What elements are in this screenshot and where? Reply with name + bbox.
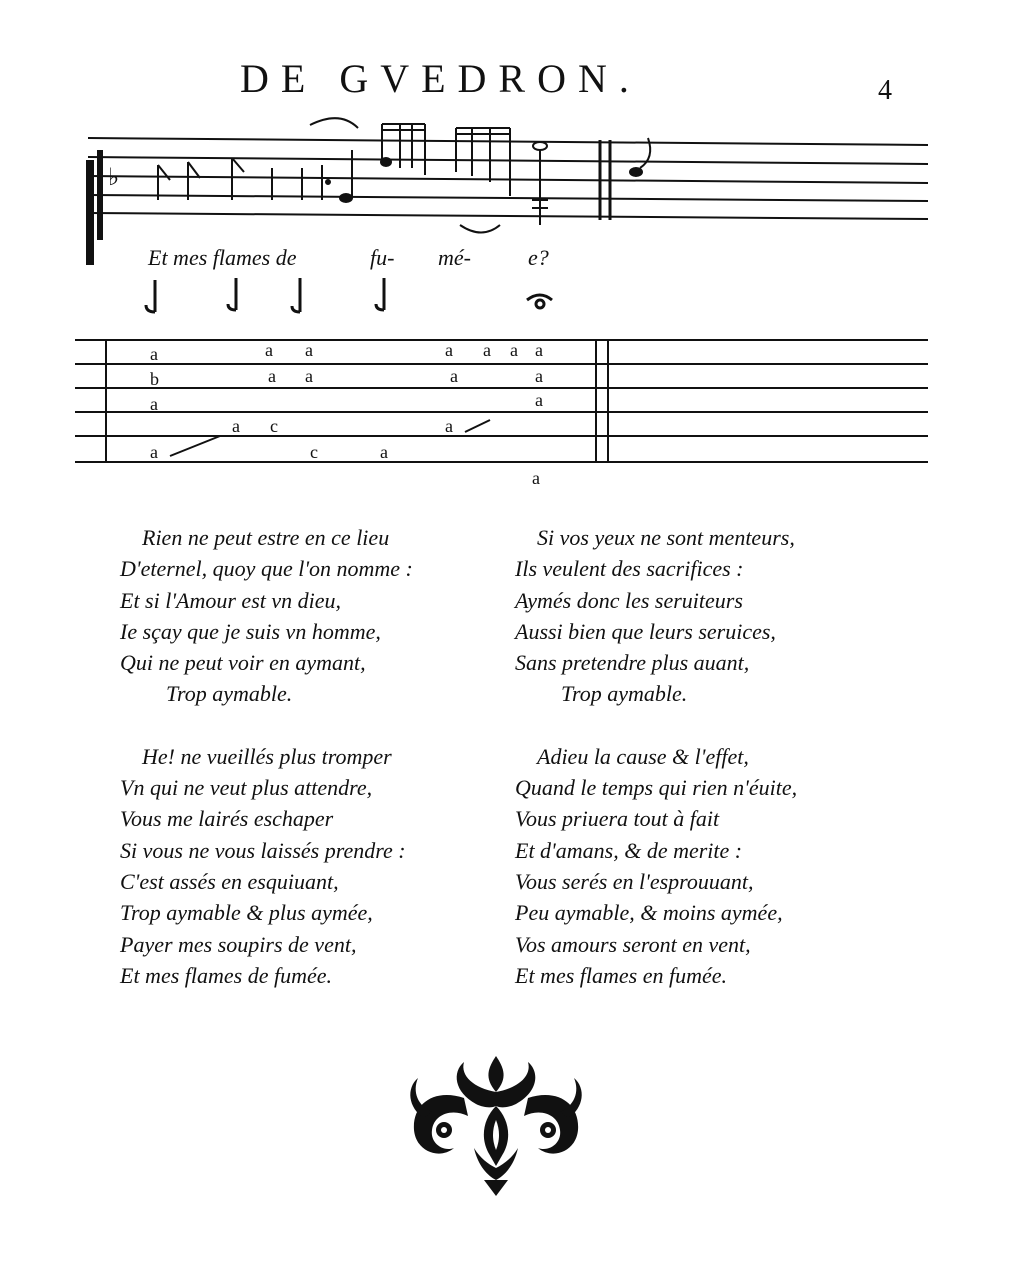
lyric-syllable: e? [528,245,549,270]
vocal-staff [88,138,928,219]
verse-line: Trop aymable. [166,681,293,707]
running-head: DE GVEDRON. [240,56,641,101]
tab-letter: a [380,442,388,462]
lyric-syllable: fu- [370,245,395,270]
verse-line: Vous serés en l'esprouuant, [515,868,754,894]
verse-line: Trop aymable. [561,681,688,707]
printer-fleuron-icon [404,1048,588,1198]
vocal-lyrics [147,245,549,270]
tab-letter: a [150,394,158,414]
tab-letter: a [450,366,458,386]
verse-line: Vous priuera tout à fait [515,806,720,832]
stanza [120,741,500,991]
verse-line: Payer mes soupirs de vent, [120,931,357,957]
verse-line: Et mes flames en fumée. [515,962,727,988]
clef-mark [86,150,103,265]
verse-line: Aussi bien que leurs seruices, [515,618,776,644]
tab-letter: a [265,340,273,360]
tablature-slurs [170,420,490,456]
tab-letter: a [445,416,453,436]
svg-text:♭: ♭ [108,163,120,191]
verse-line: Et d'amans, & de merite : [515,837,743,863]
verse-line: Quand le temps qui rien n'éuite, [515,775,798,801]
tab-letter: a [150,344,158,364]
tab-letter: a [535,340,543,360]
tab-letter: a [535,366,543,386]
verse-line: Vn qui ne veut plus attendre, [120,775,373,801]
stanza [120,522,500,710]
verse-line: Trop aymable & plus aymée, [120,900,373,926]
verse-line: Qui ne peut voir en aymant, [120,650,366,676]
verse-line: He! ne vueillés plus tromper [142,743,392,769]
verse-line: Si vous ne vous laissés prendre : [120,837,406,863]
stanza [515,741,895,991]
verse-line: Vos amours seront en vent, [515,931,751,957]
tab-letter: c [270,416,278,436]
verse-line: Adieu la cause & l'effet, [537,743,749,769]
tab-letter: c [310,442,318,462]
verse-line: D'eternel, quoy que l'on nomme : [120,556,413,582]
verse-line: Si vos yeux ne sont menteurs, [537,525,795,550]
verse-line: C'est assés en esquiuant, [120,868,339,894]
tab-letter: a [445,340,453,360]
verse-line: Ie sçay que je suis vn homme, [120,618,381,644]
verse-line: Et si l'Amour est vn dieu, [120,587,342,613]
verse-line: Ils veulent des sacrifices : [515,556,744,582]
page-number: 4 [878,75,892,106]
tab-letter: a [535,390,543,410]
tab-letter: a [232,416,240,436]
verse-line: Sans pretendre plus auant, [515,650,750,676]
tab-letter: a [150,442,158,462]
verse-line: Peu aymable, & moins aymée, [515,900,783,926]
verse-line: Rien ne peut estre en ce lieu [142,525,390,550]
tab-letter: a [532,468,540,488]
poem-column-right [515,522,895,991]
poem-column-left [120,522,500,991]
tab-letter: a [305,340,313,360]
tab-letter: a [483,340,491,360]
tab-letter: b [150,369,159,389]
rhythm-flags [146,278,552,312]
verse-line: Vous me lairés eschaper [120,806,334,832]
verse-line: Aymés donc les seruiteurs [515,587,743,613]
lyric-syllable: Et mes flames de [148,245,297,270]
tablature-letters [150,340,543,488]
stanza [515,522,895,710]
verse-line: Et mes flames de fumée. [120,962,332,988]
music-notation [0,0,1010,500]
tab-letter: a [305,366,313,386]
lyric-syllable: mé- [438,245,471,270]
tab-letter: a [510,340,518,360]
tab-letter: a [268,366,276,386]
